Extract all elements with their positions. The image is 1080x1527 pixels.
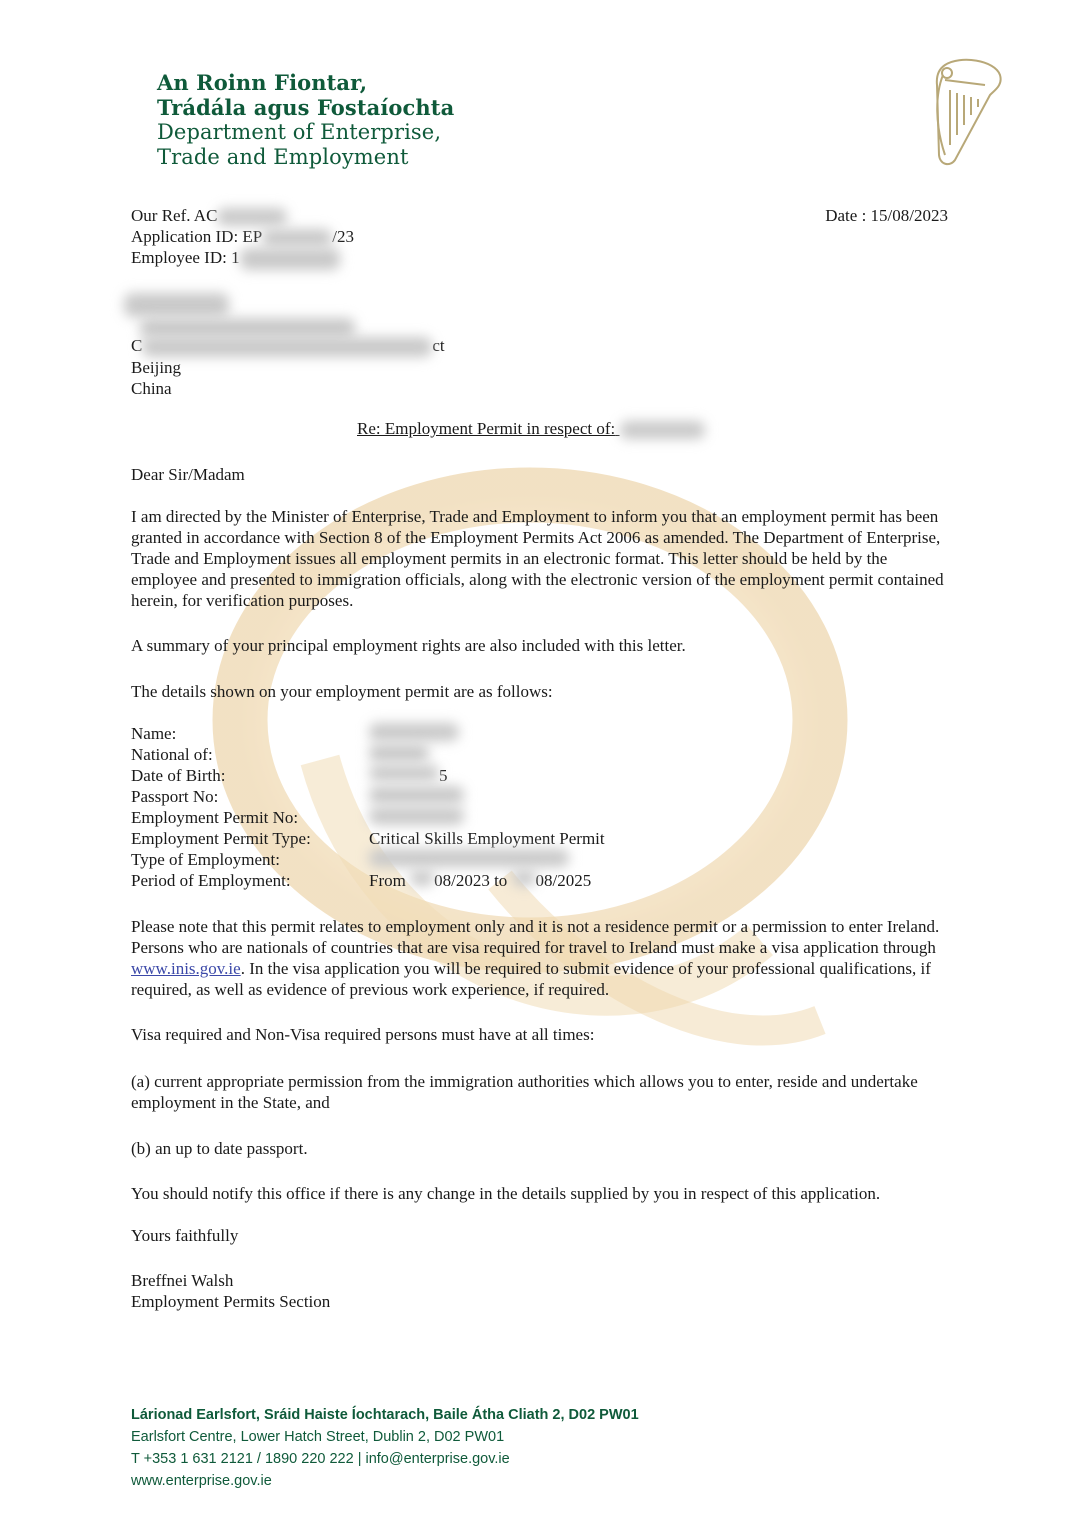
redacted-field [369, 765, 439, 781]
application-id: Application ID: EP /23 [131, 227, 354, 247]
redacted-field [142, 337, 432, 357]
subject-line: Re: Employment Permit in respect of: [357, 418, 705, 439]
permit-details [131, 723, 605, 891]
department-header [157, 70, 454, 170]
redacted-field [369, 786, 464, 804]
paragraph-permit-granted: I am directed by the Minister of Enterprise, Trade and Employment to inform you that an employment permit has been granted in accordance with Section 8 of the Employment Permits Act 2006 as amended. The Department of Enterprise, Trade and Employment issues all employment permits in an electronic format. This letter should be held by the employee and presented to immigration officials, along with the electronic version of the employment permit contained herein, for verification purposes. [131, 507, 944, 610]
our-ref: Our Ref. AC [131, 205, 354, 226]
org-name-english-line2: Trade and Employment [157, 145, 409, 169]
org-name-irish-line2: Trádála agus Fostaíochta [157, 95, 455, 120]
reference-block [131, 205, 354, 270]
redacted-field [240, 248, 340, 270]
recipient-address [131, 335, 445, 399]
letter-footer [131, 1404, 639, 1492]
harp-crest-icon [925, 55, 1005, 170]
detail-row-nationality: National of: [131, 744, 605, 765]
redacted-field [217, 208, 287, 226]
signatory-section: Employment Permits Section [131, 1292, 331, 1311]
redacted-recipient-name [124, 293, 229, 317]
paragraph-visa-note: Please note that this permit relates to employment only and it is not a residence permit or a permission to enter Ireland. Persons who are nationals of countries that are visa required for travel to Ireland must make a visa application through www.inis.gov.ie. In the visa application you will be required to submit evidence of your professional qualifications, if required, as well as evidence of previous work experience, if required. [131, 917, 940, 999]
org-name-irish-line1: An Roinn Fiontar, [157, 70, 368, 95]
detail-row-name: Name: [131, 723, 605, 744]
signatory-block [131, 1270, 946, 1312]
closing: Yours faithfully [131, 1226, 239, 1245]
detail-row-permit-no: Employment Permit No: [131, 807, 605, 828]
detail-row-employment-type: Type of Employment: [131, 849, 605, 870]
salutation: Dear Sir/Madam [131, 465, 245, 484]
redacted-field [410, 870, 434, 886]
paragraph-requirement-b: (b) an up to date passport. [131, 1139, 308, 1158]
address-city: Beijing [131, 358, 182, 378]
paragraph-details-intro: The details shown on your employment permit are as follows: [131, 682, 553, 701]
address-country: China [131, 379, 172, 399]
redacted-field [620, 421, 705, 439]
footer-address-irish: Lárionad Earlsfort, Sráid Haiste Íochtarach, Baile Átha Cliath 2, D02 PW01 [131, 1407, 639, 1423]
redacted-field [369, 744, 429, 762]
signatory-name: Breffnei Walsh [131, 1271, 234, 1290]
footer-website: www.enterprise.gov.ie [131, 1473, 272, 1489]
detail-row-permit-type: Employment Permit Type: Critical Skills Employment Permit [131, 829, 605, 848]
letter-date: Date : 15/08/2023 [825, 206, 948, 225]
detail-row-period: Period of Employment: From 08/2023 to 08/2025 [131, 871, 592, 890]
paragraph-notify-changes: You should notify this office if there is any change in the details supplied by you in respect of this application. [131, 1184, 881, 1203]
redacted-field [512, 870, 536, 886]
paragraph-rights-summary: A summary of your principal employment rights are also included with this letter. [131, 636, 686, 655]
address-line-1: C ct [131, 335, 445, 357]
employee-id: Employee ID: 1 [131, 247, 354, 270]
redacted-field [369, 723, 459, 741]
paragraph-requirement-a: (a) current appropriate permission from the immigration authorities which allows you to enter, reside and undertake employment in the State, and [131, 1072, 918, 1112]
inis-website-link[interactable]: www.inis.gov.ie [131, 959, 241, 978]
detail-row-dob: Date of Birth: 5 [131, 766, 448, 785]
org-name-english-line1: Department of Enterprise, [157, 120, 442, 144]
redacted-field [369, 807, 464, 825]
detail-row-passport: Passport No: [131, 786, 605, 807]
footer-contact: T +353 1 631 2121 / 1890 220 222 | info@enterprise.gov.ie [131, 1451, 510, 1467]
footer-address-english: Earlsfort Centre, Lower Hatch Street, Dublin 2, D02 PW01 [131, 1429, 505, 1445]
redacted-field [262, 229, 332, 247]
redacted-field [369, 849, 569, 867]
paragraph-requirements-intro: Visa required and Non-Visa required persons must have at all times: [131, 1025, 595, 1044]
